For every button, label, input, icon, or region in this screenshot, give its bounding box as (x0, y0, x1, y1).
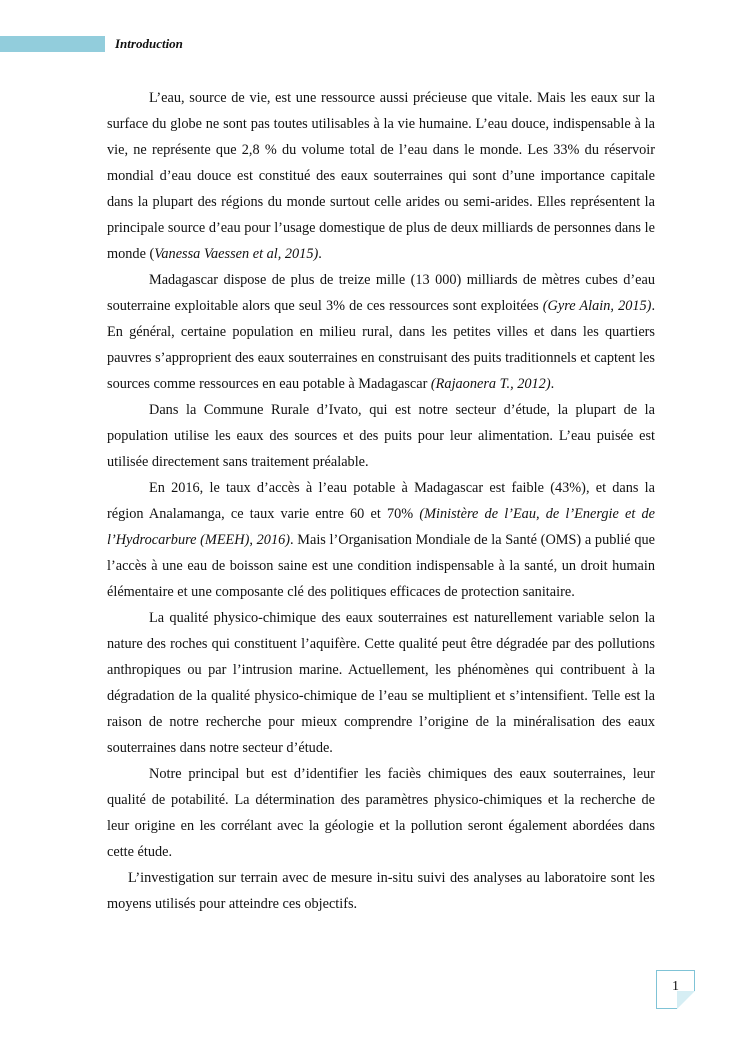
paragraph-4 (107, 475, 655, 605)
paragraph-6 (107, 761, 655, 865)
text-run: . (550, 376, 555, 392)
citation: (Ministère de l’Eau, de l’Energie et de l’Hydrocarbure (MEEH), 2016) (107, 506, 655, 548)
section-title: Introduction (115, 36, 183, 51)
paragraph-3 (107, 397, 655, 475)
text-run: En 2016, le taux d’accès à l’eau potable à Madagascar est faible (43%), et dans la région Analamanga, ce taux varie entre 60 et 70% (107, 480, 655, 522)
text-run: L’investigation sur terrain avec de mesure in-situ suivi des analyses au laboratoire sont les moyens utilisés pour atteindre ces objectifs. (107, 870, 655, 912)
text-run: . En général, certaine population en milieu rural, dans les petites villes et dans les quartiers pauvres s’approprient des eaux souterraines en construisant des puits traditionnels et captent les sources comme ressources en eau potable à Madagascar (107, 298, 656, 392)
paragraph-5 (107, 605, 655, 761)
citation: (Gyre Alain, 2015) (542, 298, 652, 314)
paragraph-7 (107, 865, 655, 917)
citation: Vanessa Vaessen et al, 2015) (154, 246, 319, 262)
text-run: Dans la Commune Rurale d’Ivato, qui est notre secteur d’étude, la plupart de la population utilise les eaux des sources et des puits pour leur alimentation. L’eau puisée est utilisée directement sans traitement préalable. (107, 402, 655, 470)
text-run: La qualité physico-chimique des eaux souterraines est naturellement variable selon la nature des roches qui constituent l’aquifère. Cette qualité peut être dégradée par des pollutions anthropiques ou par l’intrusion marine. Actuellement, les phénomènes qui contribuent à la dégradation de la qualité physico-chimique de l’eau se multiplient et s’intensifient. Telle est la raison de notre recherche pour mieux comprendre l’origine de la minéralisation des eaux souterraines dans notre secteur d’étude. (107, 610, 655, 756)
paragraph-2 (107, 267, 655, 397)
header-accent-bar (0, 36, 105, 52)
text-run: . (318, 246, 322, 262)
page-number-box (656, 970, 695, 1009)
text-run: L’eau, source de vie, est une ressource aussi précieuse que vitale. Mais les eaux sur la surface du globe ne sont pas toutes utilisables à la vie humaine. L’eau douce, indispensable à la vie, ne représente que 2,8 % du volume total de l’eau dans le monde. Les 33% du réservoir mondial d’eau douce est constitué des eaux souterraines qui sont d’une importance capitale dans la plupart des régions du monde surtout celle arides ou semi-arides. Elles représentent la principale source d’eau pour l’usage domestique de plus de deux milliards de personnes dans le monde ( (107, 90, 655, 262)
citation: (Rajaonera T., 2012) (430, 376, 551, 392)
text-run: Notre principal but est d’identifier les faciès chimiques des eaux souterraines, leur qualité de potabilité. La détermination des paramètres physico-chimiques et la recherche de leur origine en les corrélant avec la géologie et la pollution seront également abordées dans cette étude. (107, 766, 655, 860)
page-number: 1 (672, 979, 679, 994)
document-body (107, 85, 655, 917)
text-run: Madagascar dispose de plus de treize mille (13 000) milliards de mètres cubes d’eau souterraine exploitable alors que seul 3% de ces ressources sont exploitées (107, 272, 655, 314)
paragraph-1 (107, 85, 655, 267)
text-run: . Mais l’Organisation Mondiale de la Santé (OMS) a publié que l’accès à une eau de boisson saine est une condition indispensable à la santé, un droit humain élémentaire et une composante clé des politiques efficaces de protection sanitaire. (107, 532, 655, 600)
